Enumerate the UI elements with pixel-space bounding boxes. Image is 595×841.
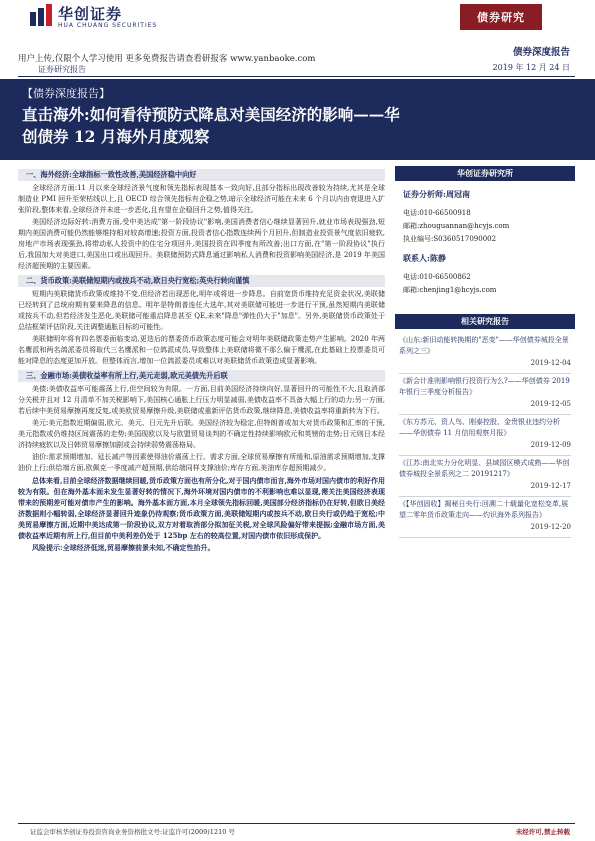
contact-email[interactable]: 邮箱:chenjing1@hcyjs.com bbox=[403, 286, 497, 294]
related-item[interactable] bbox=[399, 417, 571, 456]
analyst-cert: 执业编号:S0360517090002 bbox=[403, 235, 497, 243]
page-title: 直击海外:如何看待预防式降息对美国经济的影响——华创债券 12 月海外月度观察 bbox=[22, 105, 400, 146]
watermark-text: 用户上传,仅限个人学习使用 更多免费报告请查看研报客 www.yanbaoke.com bbox=[18, 54, 316, 64]
footer-divider bbox=[18, 823, 575, 824]
logo-text: 华创证券 bbox=[58, 5, 123, 23]
related-item[interactable] bbox=[399, 499, 571, 538]
paragraph: 全球经济方面:11 月以来全球经济景气度和领先指标表现基本一致向好,且部分指标出现改善较为持续,尤其是全球制造业 PMI 回升至荣枯线以上,且 OECD 综合领先指标有企稳之势,暗示全球经济可能在未来 6 个月以内由衰退进入扩张阶段,整体来看,全球经济并未进一步恶化,且有望在企稳回升之势,值得关注。 bbox=[18, 184, 385, 214]
report-subline: 证券研究报告 bbox=[38, 65, 86, 74]
related-item[interactable] bbox=[399, 376, 571, 415]
related-heading: 相关研究报告 bbox=[395, 314, 575, 329]
related-item[interactable] bbox=[399, 458, 571, 497]
logo-subtext: HUA CHUANG SECURITIES bbox=[58, 22, 158, 29]
band-tag: 【债券深度报告】 bbox=[22, 87, 110, 100]
related-title[interactable]: 《东方苏元、资人鸟、刚泰控股、金贵银业违约分析——华创债券 11 月信用观察月报》 bbox=[399, 418, 560, 437]
contact-name: 联系人:陈静 bbox=[403, 253, 446, 263]
contact-phone: 电话:010-66500862 bbox=[403, 273, 471, 281]
related-title[interactable]: 《山东:新旧动能转换期的"恶变"——华创债券城投全景系列之三》 bbox=[399, 336, 569, 355]
paragraph: 油价:需求预期增加、延长减产等因素使得油价震荡上行。需求方面,全球贸易摩擦有所缓和,原油需求预期增加,支撑油价上行;供给端方面,欧佩克一季度减产超预期,供给端同样支撑油价;库存方面,美油库存超预期减少。 bbox=[18, 453, 385, 472]
section-heading: 二、货币政策:美联储短期内或按兵不动,欧日央行宽松;英央行转向谨慎 bbox=[18, 275, 385, 287]
footer-copyright: 未经许可,禁止转载 bbox=[515, 828, 570, 836]
risk-paragraph: 风险提示:全球经济低迷,贸易摩擦前景未知,不确定性抬升。 bbox=[32, 543, 215, 552]
related-date: 2019-12-05 bbox=[399, 398, 571, 415]
paragraph: 短期内美联储货币政策或维持不变,但经济若出现恶化,明年或将进一步降息。自前宽货币维持充足资金状况,美联储已经转到了总统府期有要来降息的信息。明年是特朗普连任大选年,其对美联储可能进一步进行干预,虽然短期内美联储或按兵不动,但若经济发生恶化,美联储可能重启降息甚至 QE,未来"降息"弹性仍大于"加息"。另外,美联储货币政策处于总结框架评估阶段,关注调整通胀目标的可能性。 bbox=[18, 290, 385, 331]
footer-license: 证监会审核华创证券投资咨询业务资格批文号:证监许可(2009)1210 号 bbox=[30, 828, 235, 836]
section-heading: 一、海外经济:全球指标一致性改善,美国经济稳中向好 bbox=[18, 169, 385, 181]
section-heading: 三、金融市场:美债收益率有所上行,美元走弱,欧元美债先升后联 bbox=[18, 370, 385, 382]
sidebar-heading: 华创证券研究所 bbox=[395, 166, 575, 181]
sidebar bbox=[395, 166, 575, 540]
paragraph: 美债:美债收益率可能震荡上行,但空间较为有限。一方面,目前美国经济持续向好,显著回升的可能性不大,且取消部分关税并且对 12 月清单不加关税影响下,美国核心通胀上行压力明显减弱,美债收益率不具备大幅上行的动力;另一方面,若后续中美贸易摩擦再度反复,或美欧贸易摩擦升级,美联储或重新评估货币政策,继续降息,美债收益率将重新转为下行。 bbox=[18, 385, 385, 415]
section-1 bbox=[18, 169, 385, 272]
paragraph: 美联储明年将有四名票委面临变动,更迭后的票委货币政策态度可能会对明年美联储政策走势产生影响。2020 年两名鹰派和两名鸽派委员将取代三名鹰派和一位鸽派成员,导致整体上美联储将微不那么偏于鹰派,在此基础上投票委员可能对降息的态度更加开放。但整体而言,增加一位鸽派委员或难以对美联储货币政策造成显著影响。 bbox=[18, 335, 385, 365]
related-date: 2019-12-09 bbox=[399, 439, 571, 456]
paragraph: 美元:美元指数近期偏弱,欧元、美元、日元先升后联。美国经济较为稳定,但特朗普或加大对货币政策和汇率的干预,美元指数或仍维持区间震荡的走势;美国现欧以及与欧盟贸易谈判的不确定性持续影响欧元和英镑的走势;日元则日本经济持续疲软以及日韩贸易摩擦加剧或会持续弱势震荡格局。 bbox=[18, 419, 385, 449]
paragraph: 美国经济边际好转:消费方面,受中美达成"第一阶段协议"影响,美国消费者信心继续显著回升,就业市场表现强劲,短期内美国消费可能仍然能够维持相对较高增速;投资方面,投资者信心指数连续两个月回升,但制造业投资景气度依旧疲软,房地产市场表现强劲,将带动私人投资中的住宅分项回升,美国投资在四季度有所改善;出口方面,在"第一阶段协议"执行后,我国加大对美进口,美国出口或出现回升。美联储预防式降息通过影响私人消费和投资影响美国经济,是 2019 年美国经济超预期的主要因素。 bbox=[18, 218, 385, 270]
related-date: 2019-12-17 bbox=[399, 480, 571, 497]
analyst-email[interactable]: 邮箱:zhouguannan@hcyjs.com bbox=[403, 222, 510, 230]
summary-paragraph: 总体来看,目前全球经济数据继续回暖,货币政策方面也有所分化,对于国内债市而言,海外市场对国内债市的利好作用较为有限。但在海外基本面未发生显著好转的情况下,海外环境对国内债市的不利影响也难以显现,需关注美国经济表现带来的预期差可能对债市产生的影响。海外基本面方面,本月全球领先指标回暖,美国部分经济指标仍在好转,但欧日美经济数据则小幅转弱,全球经济显著回升迹象仍待观察;货币政策方面,美联储短期内或按兵不动,欧日央行或仍趋于宽松;中美贸易摩擦方面,近期中美达成第一阶段协议,双方对着取消部分拟加征关税,对全球风险偏好带来提振;金融市场方面,美债收益率近期有所上行,但目前中美利差仍处于 125bp 左右的较高位置,对国内债市依旧形成保护。 bbox=[18, 476, 385, 540]
report-date: 2019 年 12 月 24 日 bbox=[492, 63, 570, 72]
summary-section bbox=[18, 475, 385, 553]
related-date: 2019-12-04 bbox=[399, 357, 571, 374]
section-3 bbox=[18, 370, 385, 474]
related-item[interactable] bbox=[399, 335, 571, 374]
section-2 bbox=[18, 275, 385, 367]
report-type: 债券深度报告 bbox=[512, 47, 570, 58]
related-date: 2019-12-20 bbox=[399, 521, 571, 538]
header-divider bbox=[18, 76, 575, 77]
analyst-name: 证券分析师:周冠南 bbox=[403, 189, 470, 199]
main-content bbox=[18, 166, 385, 554]
logo-icon bbox=[30, 4, 52, 26]
related-title[interactable]: 《【华创固收】揭秘日央行:回溯二十载量化宽松变革,展望二零年货币政策走向——灼识海外系列报告》 bbox=[399, 500, 569, 519]
related-title[interactable]: 《新会计准则影响银行投资行为么?——华创债券 2019 年银行三季度分析报告》 bbox=[399, 377, 570, 396]
analyst-phone: 电话:010-66500918 bbox=[403, 209, 471, 217]
related-list bbox=[399, 335, 571, 538]
category-badge: 债券研究 bbox=[460, 4, 542, 30]
related-title[interactable]: 《江苏:南北实力分化明显、县域园区模式成熟——华创债券城投全景系列之二 20191217》 bbox=[399, 459, 570, 478]
